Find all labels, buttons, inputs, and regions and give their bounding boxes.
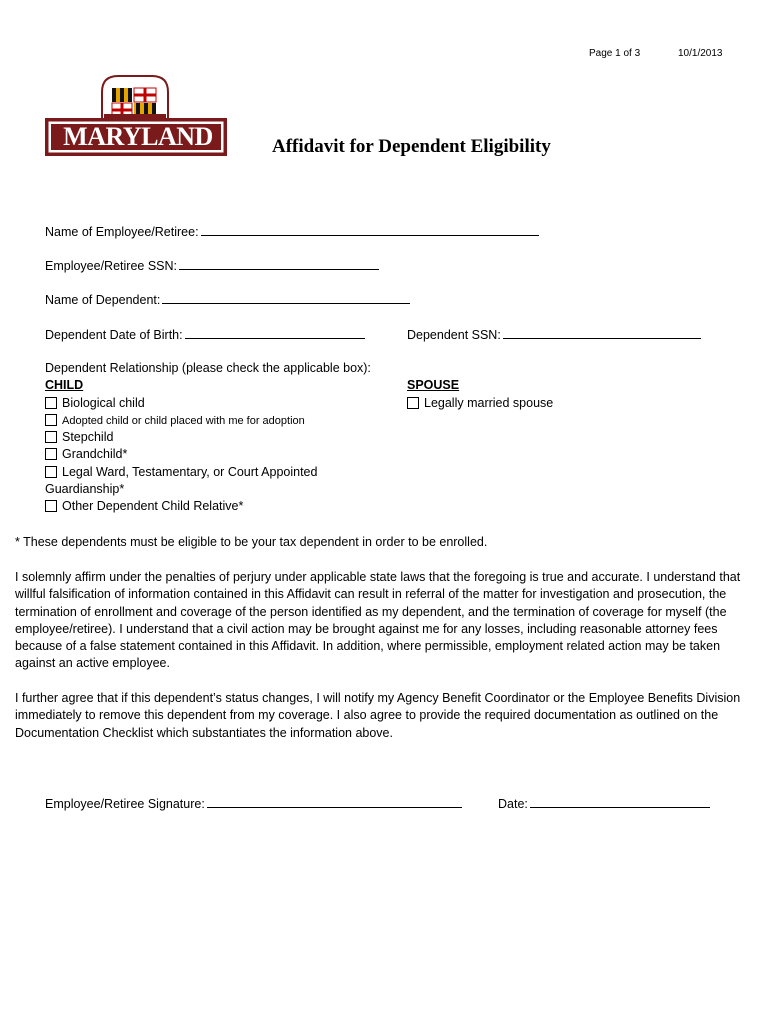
dependent-dob-label: Dependent Date of Birth: xyxy=(45,328,183,342)
option-married-spouse xyxy=(407,396,553,410)
signature-input[interactable] xyxy=(207,795,462,808)
option-label: Grandchild* xyxy=(62,447,128,461)
adopted-child-checkbox[interactable] xyxy=(45,414,57,426)
option-label: Other Dependent Child Relative* xyxy=(62,499,244,513)
option-legal-ward xyxy=(45,465,317,479)
stepchild-checkbox[interactable] xyxy=(45,431,57,443)
legal-ward-checkbox[interactable] xyxy=(45,466,57,478)
employee-ssn-field xyxy=(45,257,379,273)
employee-name-field xyxy=(45,223,539,239)
dependent-ssn-field xyxy=(407,326,701,342)
employee-name-label: Name of Employee/Retiree: xyxy=(45,225,199,239)
dependent-ssn-label: Dependent SSN: xyxy=(407,328,501,342)
maryland-logo xyxy=(44,74,228,158)
grandchild-checkbox[interactable] xyxy=(45,448,57,460)
dependent-name-label: Name of Dependent: xyxy=(45,293,161,307)
employee-name-input[interactable] xyxy=(201,223,539,236)
signature-date-field xyxy=(498,795,710,811)
option-label: Stepchild xyxy=(62,430,114,444)
other-relative-checkbox[interactable] xyxy=(45,500,57,512)
employee-ssn-input[interactable] xyxy=(179,257,379,270)
option-label: Legally married spouse xyxy=(424,396,554,410)
dependent-dob-field xyxy=(45,326,365,342)
document-date: 10/1/2013 xyxy=(678,48,723,59)
page-number: Page 1 of 3 xyxy=(589,48,641,59)
signature-date-label: Date: xyxy=(498,797,528,811)
logo-wordmark: MARYLAND xyxy=(63,122,213,151)
dependent-ssn-input[interactable] xyxy=(503,326,701,339)
dependent-name-field xyxy=(45,291,410,307)
dependent-dob-input[interactable] xyxy=(185,326,365,339)
signature-field xyxy=(45,795,462,811)
option-stepchild xyxy=(45,430,113,444)
employee-ssn-label: Employee/Retiree SSN: xyxy=(45,259,178,273)
biological-child-checkbox[interactable] xyxy=(45,397,57,409)
signature-label: Employee/Retiree Signature: xyxy=(45,797,205,811)
option-biological-child xyxy=(45,396,145,410)
relationship-prompt: Dependent Relationship (please check the applicable box): xyxy=(45,361,371,375)
tax-dependent-note: * These dependents must be eligible to be your tax dependent in order to be enrolled. xyxy=(15,535,488,549)
option-label: Legal Ward, Testamentary, or Court Appointed xyxy=(62,465,318,479)
married-spouse-checkbox[interactable] xyxy=(407,397,419,409)
signature-date-input[interactable] xyxy=(530,795,710,808)
page-title: Affidavit for Dependent Eligibility xyxy=(272,136,551,157)
option-label: Biological child xyxy=(62,396,145,410)
option-label: Adopted child or child placed with me for adoption xyxy=(62,415,305,427)
option-grandchild xyxy=(45,447,127,461)
status-change-paragraph: I further agree that if this dependent’s status changes, I will notify my Agency Benefit Coordinator or the Employee Benefits Division immediately to remove this dependent from my coverage. I also agree to provide the required documentation as outlined on the Documentation Checklist which substantiates the information above. xyxy=(15,691,741,740)
guardianship-wrap-text: Guardianship* xyxy=(45,482,125,496)
perjury-affirmation-paragraph: I solemnly affirm under the penalties of perjury under applicable state laws that the foregoing is true and accurate. I understand that willful falsification of information contained in this Affidavit can result in referral of the matter for investigation and prosecution, the termination of enrollment and coverage of the person identified as my dependent, and the termination of coverage for myself (the employee/retiree). I understand that a civil action may be brought against me for any losses, including reasonable attorney fees because of a false statement contained in this Affidavit. In addition, where permissible, employment related action may be taken against an active employee. xyxy=(15,570,741,671)
option-other-relative xyxy=(45,499,243,513)
dependent-name-input[interactable] xyxy=(162,291,410,304)
spouse-heading: SPOUSE xyxy=(407,378,460,392)
child-heading: CHILD xyxy=(45,378,84,392)
option-adopted-child xyxy=(45,414,305,427)
